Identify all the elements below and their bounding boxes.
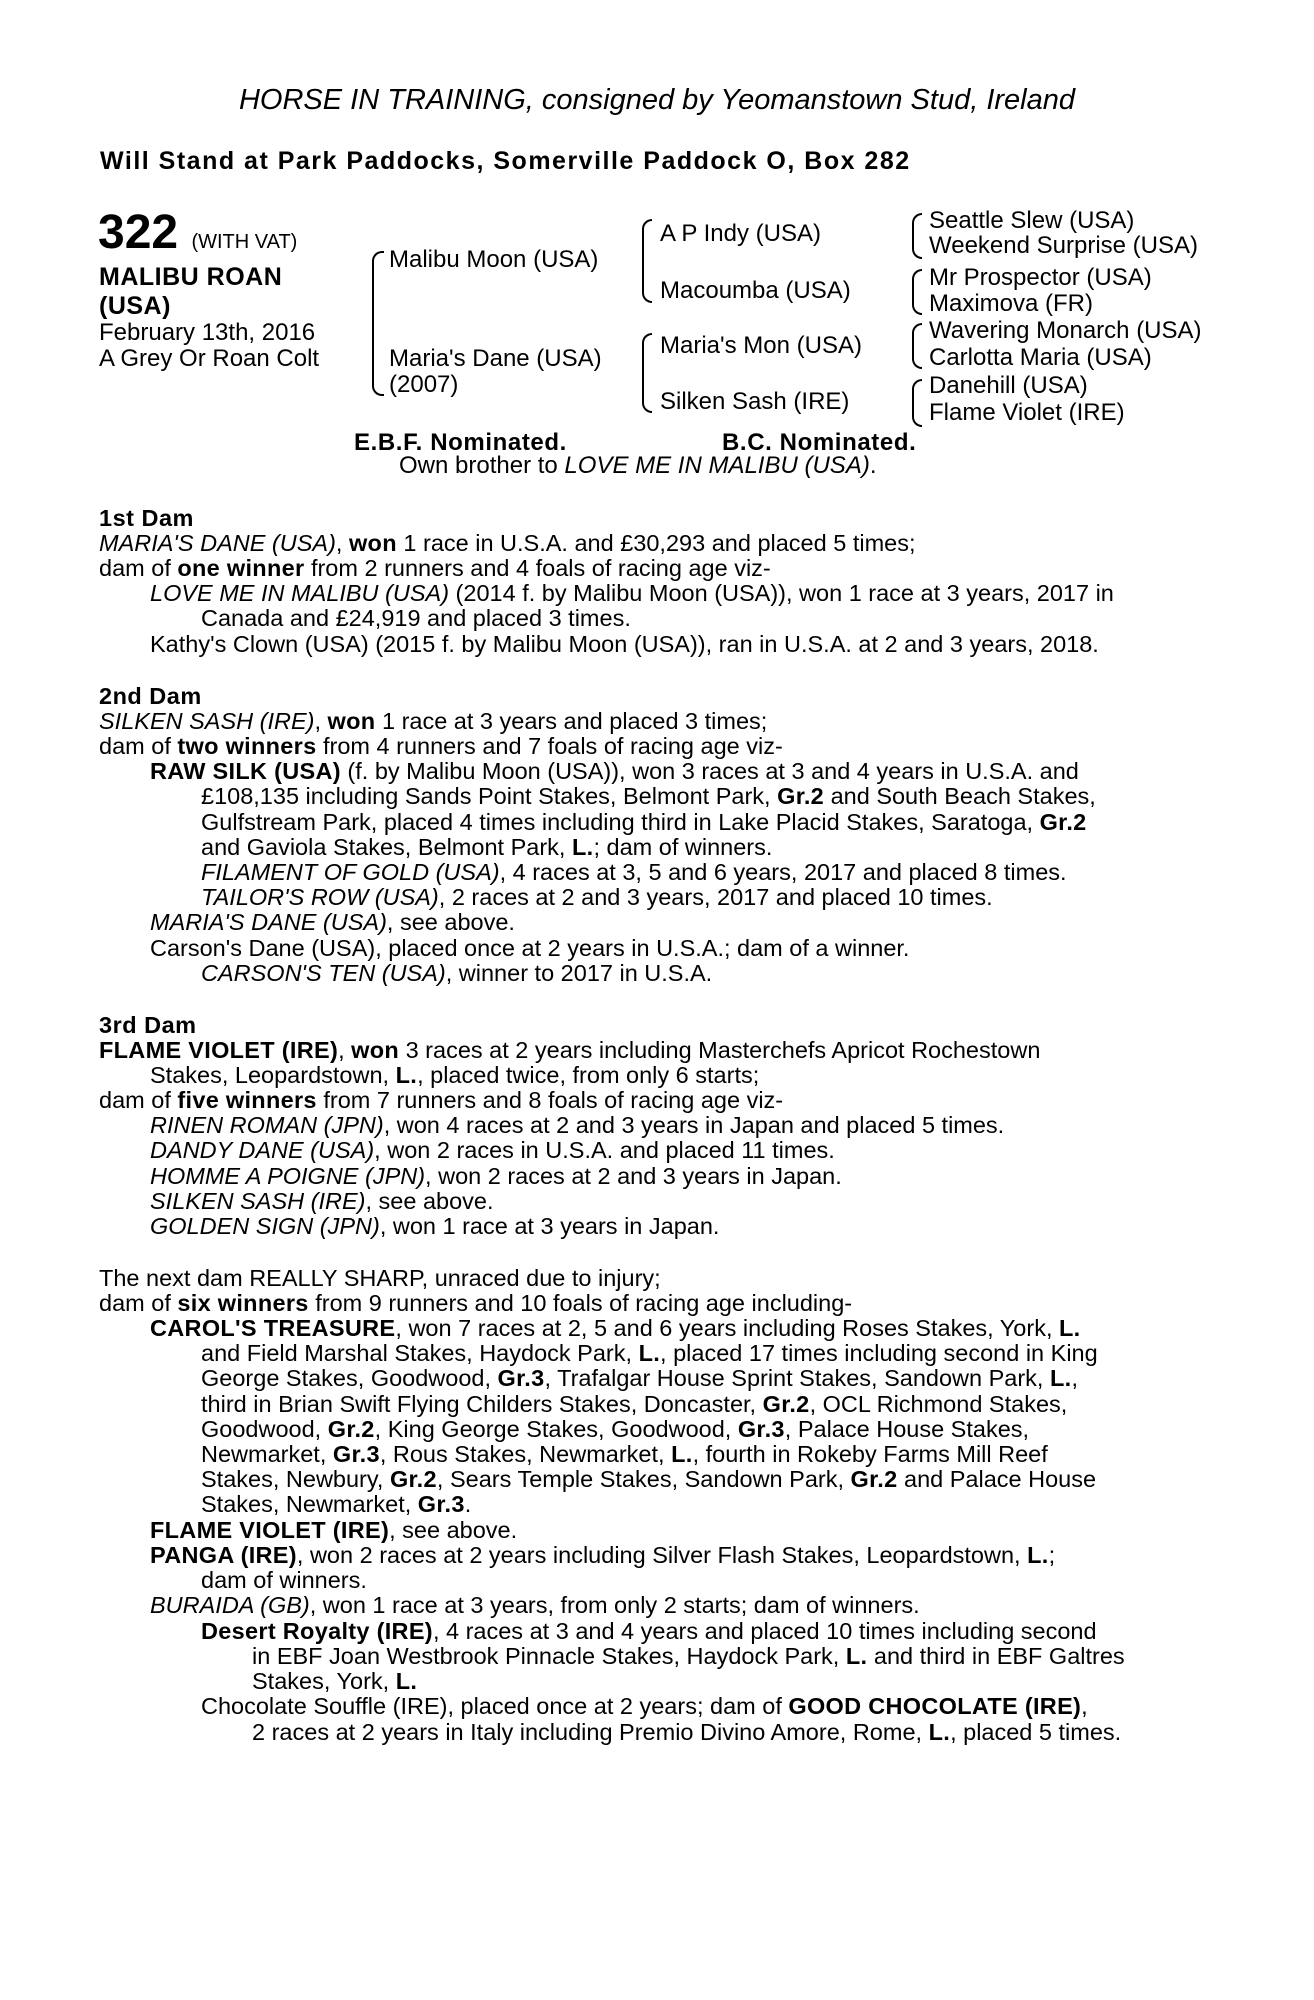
catalogue-title: HORSE IN TRAINING, consigned by Yeomanstown Stud, Ireland <box>238 84 1075 116</box>
rinen-roman: RINEN ROMAN (JPN), won 4 races at 2 and 3 years in Japan and placed 5 times. <box>150 1112 1005 1138</box>
pedigree-dds: Danehill (USA) <box>929 372 1088 399</box>
pedigree-dam-year: (2007) <box>389 371 459 398</box>
dam3-line2: dam of five winners from 7 runners and 8 foals of racing age viz- <box>99 1087 784 1113</box>
pedigree-dam: Maria's Dane (USA) <box>389 345 602 372</box>
dandy-dane: DANDY DANE (USA), won 2 races in U.S.A. and placed 11 times. <box>150 1137 835 1163</box>
dam2-line2: dam of two winners from 4 runners and 7 foals of racing age viz- <box>99 733 783 759</box>
pedigree-brace-dd <box>912 379 922 427</box>
pedigree-brace-ds <box>912 323 922 369</box>
lot-number-value: 322 <box>98 206 179 259</box>
panga-line2: dam of winners. <box>201 1567 367 1593</box>
raw-silk-line3: Gulfstream Park, placed 4 times including third in Lake Placid Stakes, Saratoga, Gr.2 <box>201 809 1087 835</box>
silken-sash-ref: SILKEN SASH (IRE), see above. <box>150 1188 494 1214</box>
dam1-produce-1-cont: Canada and £24,919 and placed 3 times. <box>201 605 631 631</box>
desert-royalty-line3: Stakes, York, L. <box>252 1668 418 1694</box>
carols-treasure-line6: Newmarket, Gr.3, Rous Stakes, Newmarket, L., fourth in Rokeby Farms Mill Reef <box>201 1441 1048 1467</box>
next-dam-line2: dam of six winners from 9 runners and 10 foals of racing age including- <box>99 1290 853 1316</box>
lot-number <box>98 208 297 267</box>
dam3-line1: FLAME VIOLET (IRE), won 3 races at 2 years including Masterchefs Apricot Rochestown <box>99 1037 1041 1063</box>
foaling-date: February 13th, 2016 <box>99 319 316 346</box>
raw-silk-line1: RAW SILK (USA) (f. by Malibu Moon (USA)), won 3 races at 3 and 4 years in U.S.A. and <box>150 758 1079 784</box>
flame-violet-ref: FLAME VIOLET (IRE), see above. <box>150 1517 518 1543</box>
dam1-produce-1: LOVE ME IN MALIBU (USA) (2014 f. by Malibu Moon (USA)), won 1 race at 3 years, 2017 in <box>150 580 1114 606</box>
ebf-nomination: E.B.F. Nominated. <box>354 429 567 456</box>
tailors-row: TAILOR'S ROW (USA), 2 races at 2 and 3 years, 2017 and placed 10 times. <box>201 884 993 910</box>
dam1-produce-2: Kathy's Clown (USA) (2015 f. by Malibu Moon (USA)), ran in U.S.A. at 2 and 3 years, 2018. <box>150 631 1099 657</box>
pedigree-brace-sd <box>912 269 922 315</box>
homme-a-poigne: HOMME A POIGNE (JPN), won 2 races at 2 and 3 years in Japan. <box>150 1163 842 1189</box>
pedigree-ssd: Weekend Surprise (USA) <box>929 232 1198 259</box>
chocolate-souffle-line2: 2 races at 2 years in Italy including Premio Divino Amore, Rome, L., placed 5 times. <box>252 1719 1122 1745</box>
raw-silk-line4: and Gaviola Stakes, Belmont Park, L.; dam of winners. <box>201 834 773 860</box>
pedigree-brace-ss <box>912 213 922 259</box>
marias-dane-ref: MARIA'S DANE (USA), see above. <box>150 909 515 935</box>
pedigree-sss: Seattle Slew (USA) <box>929 207 1135 234</box>
panga-line1: PANGA (IRE), won 2 races at 2 years including Silver Flash Stakes, Leopardstown, L.; <box>150 1542 1056 1568</box>
buraida: BURAIDA (GB), won 1 race at 3 years, from only 2 starts; dam of winners. <box>150 1592 920 1618</box>
section-heading-3rd-dam: 3rd Dam <box>99 1012 197 1038</box>
pedigree-sire: Malibu Moon (USA) <box>389 246 599 273</box>
pedigree-sire-dam: Macoumba (USA) <box>660 277 851 304</box>
horse-name-line1: MALIBU ROAN <box>99 263 283 291</box>
carols-treasure-line4: third in Brian Swift Flying Childers Stakes, Doncaster, Gr.2, OCL Richmond Stakes, <box>201 1391 1068 1417</box>
carols-treasure-line2: and Field Marshal Stakes, Haydock Park, L., placed 17 times including second in King <box>201 1340 1098 1366</box>
pedigree-dss: Wavering Monarch (USA) <box>929 317 1202 344</box>
horse-name <box>99 263 339 321</box>
dam3-line1-cont: Stakes, Leopardstown, L., placed twice, from only 6 starts; <box>150 1062 760 1088</box>
own-brother-note: Own brother to LOVE ME IN MALIBU (USA). <box>399 452 877 479</box>
carols-treasure-line1: CAROL'S TREASURE, won 7 races at 2, 5 and 6 years including Roses Stakes, York, L. <box>150 1315 1081 1341</box>
filament-of-gold: FILAMENT OF GOLD (USA), 4 races at 3, 5 and 6 years, 2017 and placed 8 times. <box>201 859 1067 885</box>
pedigree-sire-sire: A P Indy (USA) <box>660 220 821 247</box>
carols-treasure-line5: Goodwood, Gr.2, King George Stakes, Goodwood, Gr.3, Palace House Stakes, <box>201 1416 1030 1442</box>
horse-description: A Grey Or Roan Colt <box>99 345 320 372</box>
section-heading-1st-dam: 1st Dam <box>99 505 194 531</box>
pedigree-sdd: Maximova (FR) <box>929 290 1094 317</box>
dam1-line1: MARIA'S DANE (USA), won 1 race in U.S.A. and £30,293 and placed 5 times; <box>99 530 916 556</box>
pedigree-ddd: Flame Violet (IRE) <box>929 399 1125 426</box>
dam1-line2: dam of one winner from 2 runners and 4 foals of racing age viz- <box>99 555 771 581</box>
vat-label: (WITH VAT) <box>191 231 298 253</box>
pedigree-brace-sire <box>642 219 652 303</box>
next-dam-line1: The next dam REALLY SHARP, unraced due to injury; <box>99 1265 661 1291</box>
carols-treasure-line3: George Stakes, Goodwood, Gr.3, Trafalgar House Sprint Stakes, Sandown Park, L., <box>201 1365 1079 1391</box>
desert-royalty-line1: Desert Royalty (IRE), 4 races at 3 and 4 years and placed 10 times including second <box>201 1618 1097 1644</box>
carsons-ten: CARSON'S TEN (USA), winner to 2017 in U.S.A. <box>201 960 713 986</box>
desert-royalty-line2: in EBF Joan Westbrook Pinnacle Stakes, Haydock Park, L. and third in EBF Galtres <box>252 1643 1125 1669</box>
raw-silk-line2: £108,135 including Sands Point Stakes, Belmont Park, Gr.2 and South Beach Stakes, <box>201 783 1096 809</box>
golden-sign: GOLDEN SIGN (JPN), won 1 race at 3 years in Japan. <box>150 1213 720 1239</box>
pedigree-dam-sire: Maria's Mon (USA) <box>660 332 862 359</box>
dam2-line1: SILKEN SASH (IRE), won 1 race at 3 years and placed 3 times; <box>99 708 768 734</box>
pedigree-sds: Mr Prospector (USA) <box>929 264 1152 291</box>
pedigree-dsd: Carlotta Maria (USA) <box>929 344 1152 371</box>
pedigree-brace-main <box>372 251 384 396</box>
bc-nomination: B.C. Nominated. <box>722 429 917 456</box>
stand-location: Will Stand at Park Paddocks, Somerville Paddock O, Box 282 <box>100 147 911 175</box>
chocolate-souffle-line1: Chocolate Souffle (IRE), placed once at 2 years; dam of GOOD CHOCOLATE (IRE), <box>201 1693 1088 1719</box>
section-heading-2nd-dam: 2nd Dam <box>99 683 202 709</box>
carsons-dane: Carson's Dane (USA), placed once at 2 years in U.S.A.; dam of a winner. <box>150 935 910 961</box>
carols-treasure-line7: Stakes, Newbury, Gr.2, Sears Temple Stakes, Sandown Park, Gr.2 and Palace House <box>201 1466 1097 1492</box>
pedigree-dam-dam: Silken Sash (IRE) <box>660 388 850 415</box>
horse-name-line2: (USA) <box>99 292 171 320</box>
carols-treasure-line8: Stakes, Newmarket, Gr.3. <box>201 1491 472 1517</box>
pedigree-brace-dam <box>642 333 652 413</box>
